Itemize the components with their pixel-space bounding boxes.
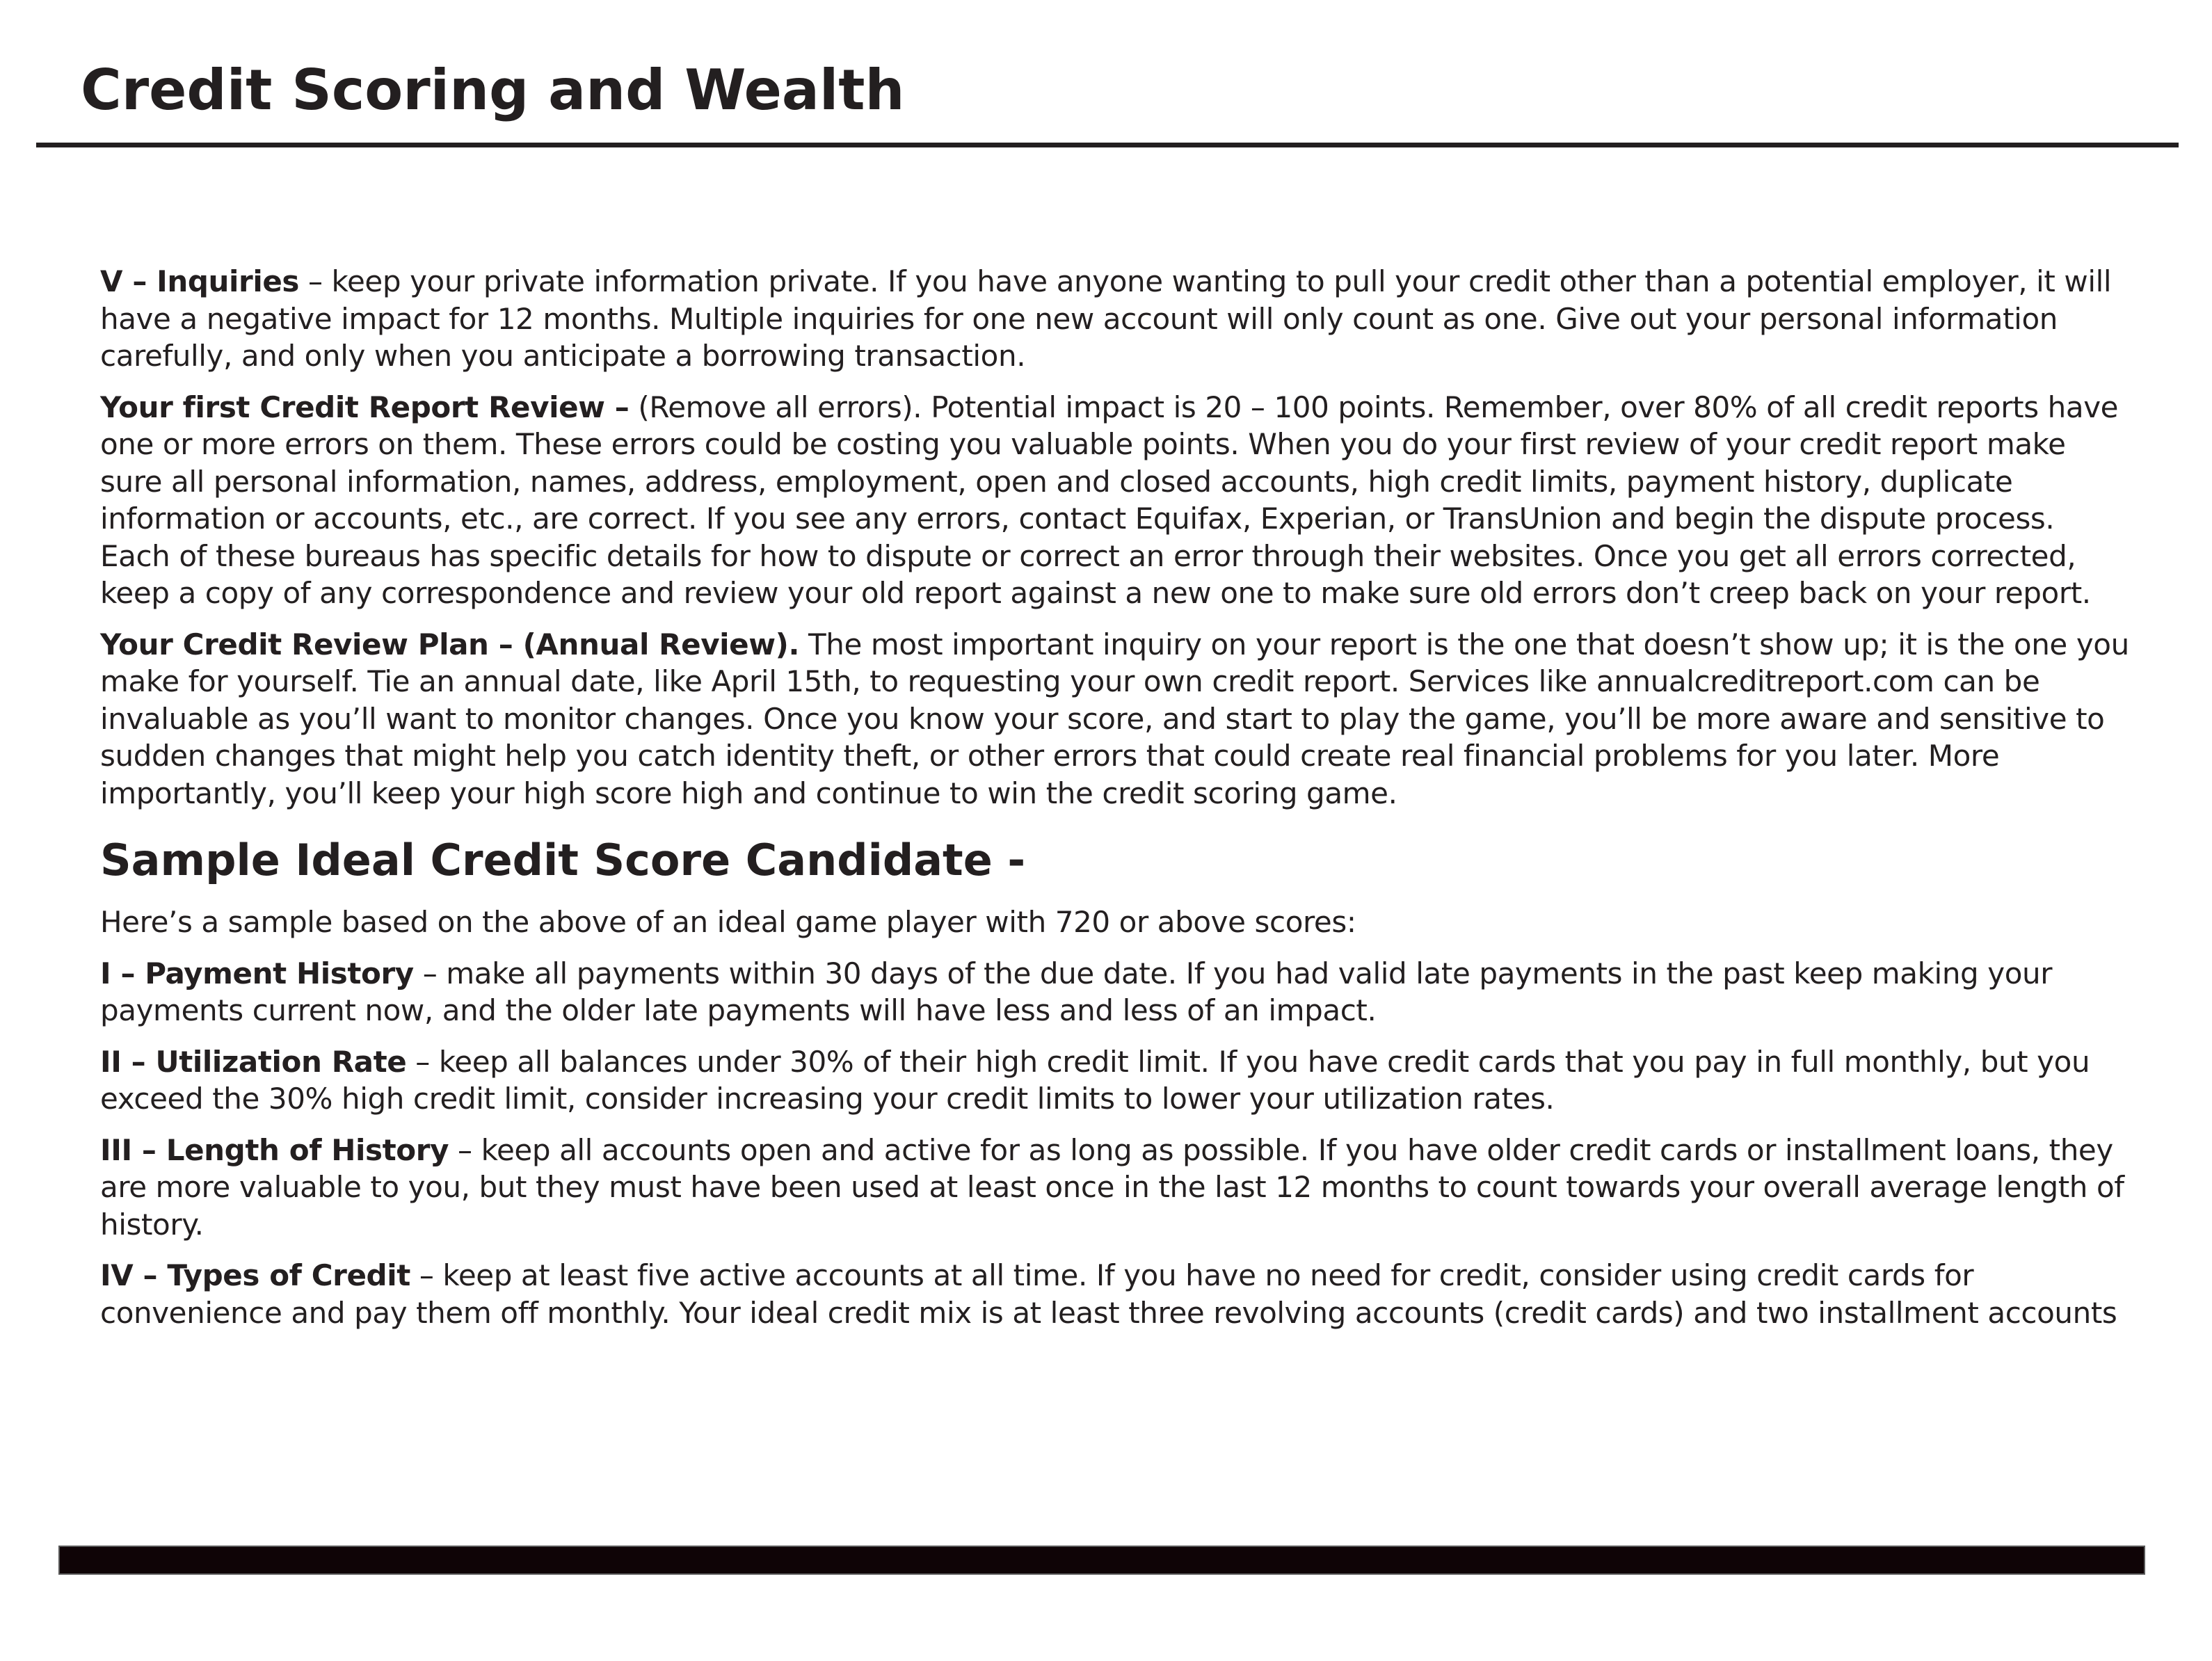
payment-history-lead: I – Payment History: [100, 956, 414, 990]
first-review-text: (Remove all errors). Potential impact is 20 – 100 points. Remember, over 80% of all credit reports have one or more errors on them. These errors could be costing you valuable points. When you do your first review of your credit report make sure all personal information, names, address, employment, open and closed accounts, high credit limits, payment history, duplicate information or accounts, etc., are correct. If you see any errors, contact Equifax, Experian, or TransUnion and begin the dispute process. Each of these bureaus has specific details for how to dispute or correct an error through their websites. Once you get all errors corrected, keep a copy of any correspondence and review your old report against a new one to make sure old errors don’t creep back on your report.: [100, 390, 2119, 610]
review-plan-lead: Your Credit Review Plan – (Annual Review).: [100, 627, 800, 661]
review-plan-text: The most important inquiry on your report is the one that doesn’t show up; it is the one you make for yourself. Tie an annual date, like April 15th, to requesting your own credit report. Services like annualcreditreport.com can be invaluable as you’ll want to monitor changes. Once you know your score, and start to play the game, you’ll be more aware and sensitive to sudden changes that might help you catch identity theft, or other errors that could create real financial problems for you later. More importantly, you’ll keep your high score high and continue to win the credit scoring game.: [100, 627, 2129, 810]
first-review-paragraph: [100, 389, 2131, 612]
types-credit-lead: IV – Types of Credit: [100, 1258, 410, 1292]
inquiries-text: – keep your private information private. If you have anyone wanting to pull your credit other than a potential employer, it will have a negative impact for 12 months. Multiple inquiries for one new account will only count as one. Give out your personal information carefully, and only when you anticipate a borrowing transaction.: [100, 264, 2112, 373]
sample-candidate-heading: Sample Ideal Credit Score Candidate -: [100, 835, 1026, 885]
inquiries-paragraph: [100, 263, 2131, 375]
review-plan-paragraph: [100, 626, 2131, 812]
length-history-paragraph: [100, 1132, 2131, 1244]
document-body: [100, 263, 2131, 1345]
payment-history-paragraph: [100, 955, 2131, 1029]
utilization-paragraph: [100, 1043, 2131, 1118]
types-credit-text: – keep at least five active accounts at all time. If you have no need for credit, consider using credit cards for convenience and pay them off monthly. Your ideal credit mix is at least three revolving accounts (credit cards) and two installment accounts: [100, 1258, 2117, 1330]
utilization-text: – keep all balances under 30% of their high credit limit. If you have credit cards that you pay in full monthly, but you exceed the 30% high credit limit, consider increasing your credit limits to lower your utilization rates.: [100, 1044, 2090, 1116]
page-title: Credit Scoring and Wealth: [81, 58, 905, 122]
utilization-lead: II – Utilization Rate: [100, 1044, 407, 1079]
sample-intro: Here’s a sample based on the above of an ideal game player with 720 or above scores:: [100, 905, 1356, 939]
length-history-text: – keep all accounts open and active for as long as possible. If you have older credit cards or installment loans, they are more valuable to you, but they must have been used at least once in the last 12 months to count towards your overall average length of history.: [100, 1132, 2124, 1242]
length-history-lead: III – Length of History: [100, 1132, 449, 1167]
types-credit-paragraph: [100, 1257, 2131, 1331]
payment-history-text: – make all payments within 30 days of the due date. If you had valid late payments in the past keep making your payments current now, and the older late payments will have less and less of an impact.: [100, 956, 2053, 1027]
inquiries-lead: V – Inquiries: [100, 264, 300, 298]
first-review-lead: Your first Credit Report Review –: [100, 390, 630, 424]
title-divider: [36, 143, 2179, 147]
footer-bar: [58, 1546, 2145, 1575]
